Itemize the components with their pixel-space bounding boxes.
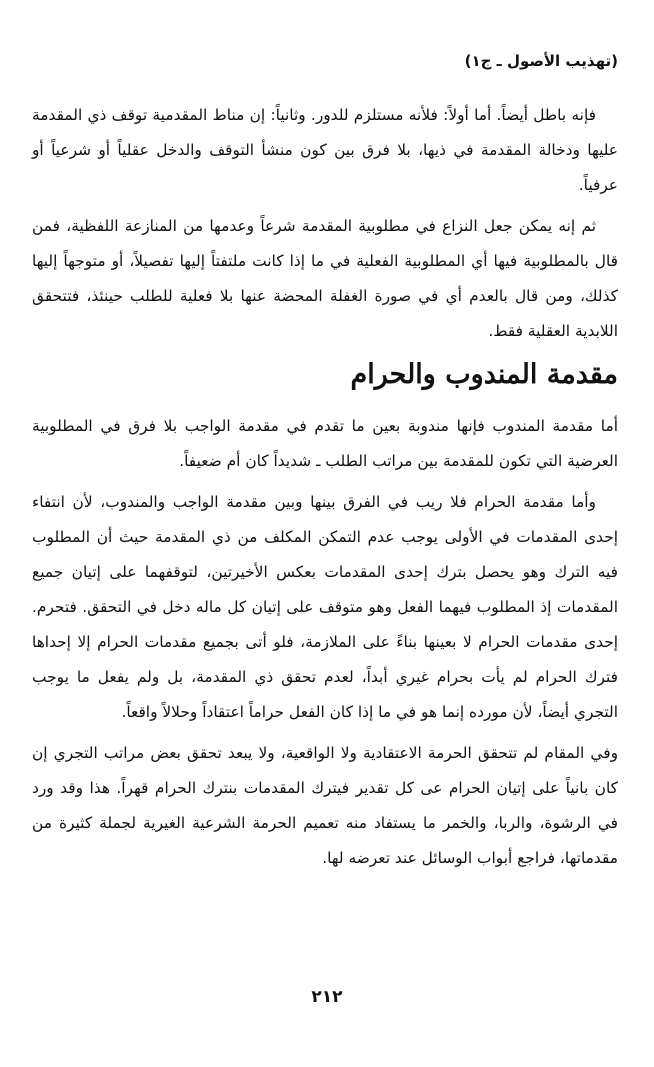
paragraph: وأما مقدمة الحرام فلا ريب في الفرق بينها وبين مقدمة الواجب والمندوب، لأن انتفاء إحدى المقدمات في الأولى يوجب عدم التمكن المكلف من ذي المقدمة حيث أن المطلوب فيه الترك وهو يحصل بترك إحدى المقدمات بعكس الأخيرتين، لتوقفهما على إتيان جميع المقدمات إذ المطلوب فيهما الفعل وهو متوقف على إتيان كل ماله دخل في التحقق. فتحرم. إحدى مقدمات الحرام لا بعينها بناءً على الملازمة، فلو أتى بجميع مقدمات الحرام إلا إحداها فترك الحرام لم يأت بحرام غيري أبداً، لعدم تحقق ذي المقدمة، بل ولم يفعل ما يوجب التجري أيضاً، لأن مورده إنما هو في ما إذا كان الفعل حراماً اعتقاداً وحلالاً واقعاً. <box>32 493 618 721</box>
page-body <box>32 98 618 882</box>
section-heading: مقدمة المندوب والحرام <box>350 359 618 390</box>
running-header: (تهذيب الأصول ـ ج١) <box>464 52 618 70</box>
paragraph: ثم إنه يمكن جعل النزاع في مطلوبية المقدمة شرعاً وعدمها من المنازعة اللفظية، فمن قال بالمطلوبية فيها أي المطلوبية الفعلية في ما إذا كانت ملتفتاً إليها تفصيلاً، أو متوجهاً إليها كذلك، ومن قال بالعدم أي في صورة الغفلة المحضة عنها بلا فعلية للطلب حينئذ، فتتحقق اللابدية العقلية فقط. <box>32 217 618 340</box>
paragraph: وفي المقام لم تتحقق الحرمة الاعتقادية ولا الواقعية، ولا يبعد تحقق بعض مراتب التجري إن كان بانياً على إتيان الحرام عى كل تقدير فيترك المقدمات بنترك الحرام قهراً. هذا وقد ورد في الرشوة، والربا، والخمر ما يستفاد منه تعميم الحرمة الشرعية الغيرية لجملة كثيرة من مقدماتها، فراجع أبواب الوسائل عند تعرضه لها. <box>32 744 618 867</box>
paragraph: فإنه باطل أيضاً. أما أولاً: فلأنه مستلزم للدور. وثانياً: إن مناط المقدمية توقف ذي المقدمة عليها ودخالة المقدمة في ذيها، بلا فرق بين كون منشأ التوقف والدخل عقلياً أو شرعياً أو عرفياً. <box>32 106 618 194</box>
paragraph: أما مقدمة المندوب فإنها مندوبة بعين ما تقدم في مقدمة الواجب بلا فرق في المطلوبية العرضية التي تكون للمقدمة بين مراتب الطلب ـ شديداً كان أم ضعيفاً. <box>32 417 618 470</box>
page-number: ٢١٢ <box>311 987 343 1007</box>
